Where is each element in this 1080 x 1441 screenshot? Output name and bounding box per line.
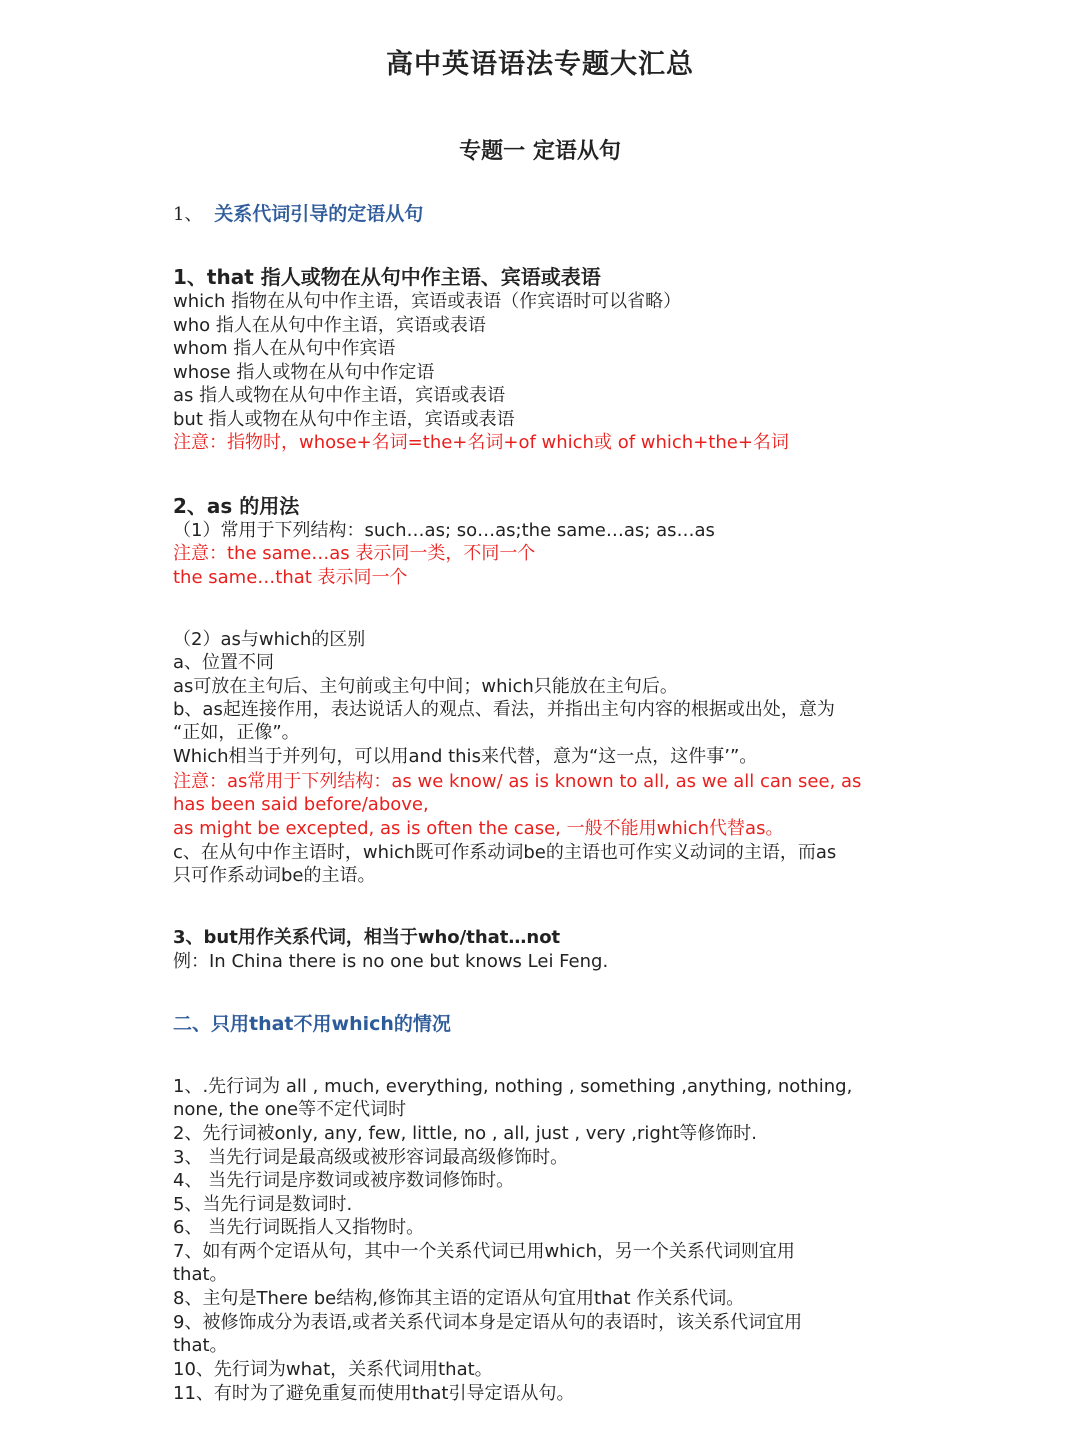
part1-line: whose 指人或物在从句中作定语 (173, 362, 435, 383)
section2-item: 5、当先行词是数词时. (173, 1194, 353, 1215)
part3-example: 例：In China there is no one but knows Lei Feng. (173, 951, 609, 972)
part2-item2: （2）as与which的区别 (173, 629, 366, 650)
section2-item: 8、主句是There be结构,修饰其主语的定语从句宜用that 作关系代词。 (173, 1288, 745, 1309)
page-title: 高中英语语法专题大汇总 (386, 49, 694, 80)
part1-line: whom 指人在从句中作宾语 (173, 338, 396, 359)
section2-item: 6、 当先行词既指人又指物时。 (173, 1217, 425, 1238)
part2-heading: 2、as 的用法 (173, 494, 300, 518)
section1-heading (173, 203, 423, 226)
section2-item: 1、.先行词为 all , much, everything, nothing , something ,anything, nothing, (173, 1076, 853, 1097)
part1-heading: 1、that 指人或物在从句中作主语、宾语或表语 (173, 265, 601, 289)
part2-item1: （1）常用于下列结构：such…as; so…as;the same…as; as…as (173, 520, 715, 541)
part2-note3-line2: has been said before/above, (173, 794, 429, 815)
part1-note: 注意：指物时，whose+名词=the+名词+of which或 of which+the+名词 (173, 432, 789, 453)
topic-title: 专题一 定语从句 (459, 139, 621, 164)
part2-c-line2: 只可作系动词be的主语。 (173, 865, 376, 886)
part2-note3-line1: 注意：as常用于下列结构：as we know/ as is known to all, as we all can see, as (173, 771, 862, 792)
section2-item: that。 (173, 1335, 228, 1356)
section2-item: 4、 当先行词是序数词或被序数词修饰时。 (173, 1170, 515, 1191)
section1-heading-num: 1、 (173, 204, 203, 225)
part2-note3-line3: as might be excepted, as is often the case, 一般不能用which代替as。 (173, 818, 784, 839)
part2-a-text: as可放在主句后、主句前或主句中间；which只能放在主句后。 (173, 676, 678, 697)
part3-heading: 3、but用作关系代词，相当于who/that…not (173, 927, 561, 948)
part1-line: who 指人在从句中作主语，宾语或表语 (173, 315, 486, 336)
section2-heading: 二、只用that不用which的情况 (173, 1013, 451, 1035)
part1-line: as 指人或物在从句中作主语，宾语或表语 (173, 385, 506, 406)
section1-heading-text: 关系代词引导的定语从句 (214, 203, 424, 225)
section2-item: 7、如有两个定语从句，其中一个关系代词已用which，另一个关系代词则宜用 (173, 1241, 795, 1262)
part2-b-line2: “正如，正像”。 (173, 722, 300, 743)
section2-item: 2、先行词被only, any, few, little, no , all, just , very ,right等修饰时. (173, 1123, 758, 1144)
section2-item: none, the one等不定代词时 (173, 1099, 407, 1120)
part2-b-line1: b、as起连接作用，表达说话人的观点、看法，并指出主句内容的根据或出处，意为 (173, 699, 835, 720)
section2-item: 10、先行词为what，关系代词用that。 (173, 1359, 493, 1380)
part2-which-line: Which相当于并列句，可以用and this来代替，意为“这一点，这件事’”。 (173, 746, 758, 767)
section2-item: 9、被修饰成分为表语,或者关系代词本身是定语从句的表语时，该关系代词宜用 (173, 1312, 803, 1333)
part1-line: but 指人或物在从句中作主语，宾语或表语 (173, 409, 515, 430)
section2-item: that。 (173, 1264, 228, 1285)
part2-note1: 注意：the same…as 表示同一类，不同一个 (173, 543, 536, 564)
section2-item: 3、 当先行词是最高级或被形容词最高级修饰时。 (173, 1147, 569, 1168)
part2-note2: the same…that 表示同一个 (173, 567, 408, 588)
part2-c-line1: c、在从句中作主语时，which既可作系动词be的主语也可作实义动词的主语，而as (173, 842, 837, 863)
section2-item: 11、有时为了避免重复而使用that引导定语从句。 (173, 1383, 575, 1404)
part2-a: a、位置不同 (173, 652, 275, 673)
part1-line: which 指物在从句中作主语，宾语或表语（作宾语时可以省略） (173, 291, 682, 312)
